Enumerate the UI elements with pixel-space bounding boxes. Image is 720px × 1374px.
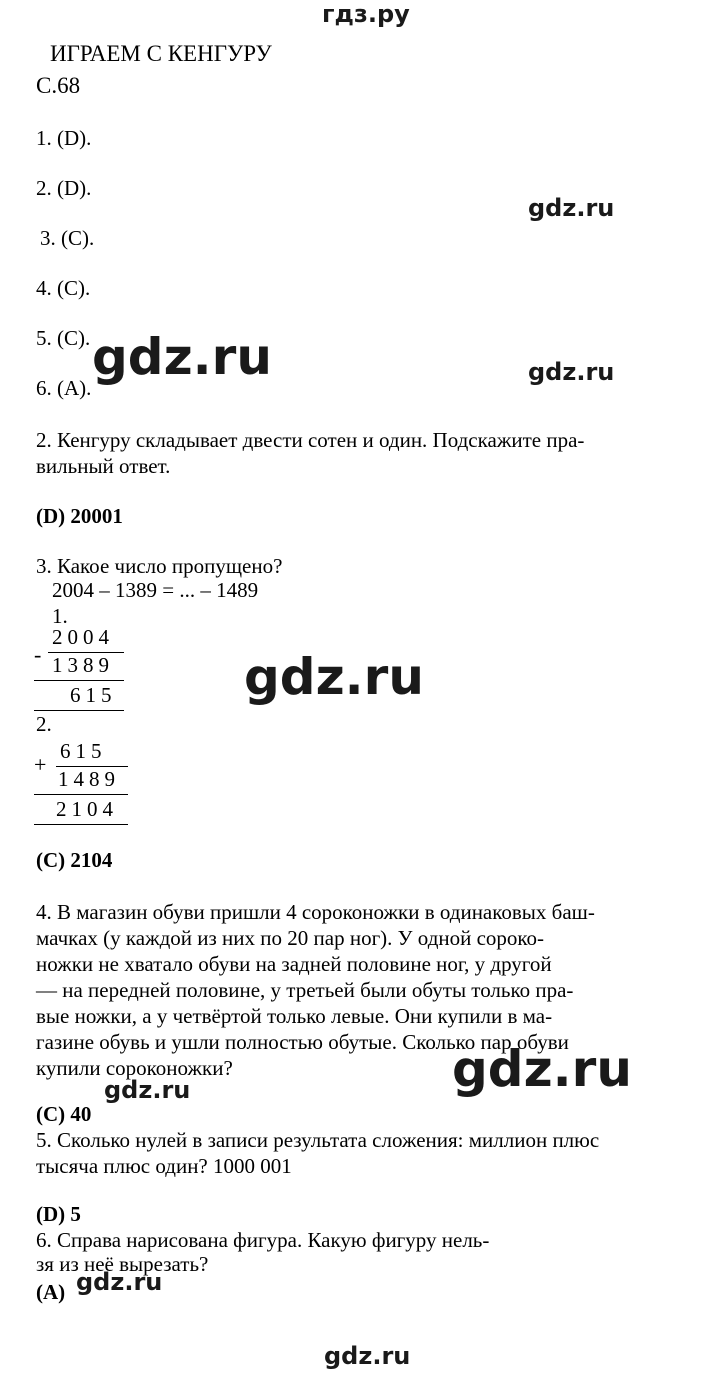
answer-4: 4. (C). bbox=[36, 276, 91, 300]
q4-text-line-6: газине обувь и ушли полностью обутые. Сколько пар обуви bbox=[36, 1030, 569, 1054]
answer-2: 2. (D). bbox=[36, 176, 92, 200]
page-title: ИГРАЕМ С КЕНГУРУ bbox=[50, 41, 272, 66]
divider-line bbox=[34, 680, 124, 681]
q3-question: 3. Какое число пропущено? bbox=[36, 554, 283, 578]
q4-text-line-4: — на передней половине, у третьей были обуты только пра- bbox=[36, 978, 574, 1002]
header-watermark: гдз.ру bbox=[322, 0, 410, 28]
q3-step2-label: 2. bbox=[36, 712, 52, 736]
q4-text-line-2: мачках (у каждой из них по 20 пар ног). У одной сороко- bbox=[36, 926, 545, 950]
watermark: gdz.ru bbox=[92, 328, 272, 386]
q2-answer: (D) 20001 bbox=[36, 504, 123, 528]
q6-answer: (A) bbox=[36, 1280, 66, 1304]
watermark: gdz.ru bbox=[104, 1076, 191, 1104]
q4-text-line-3: ножки не хватало обуви на задней половине ног, у другой bbox=[36, 952, 552, 976]
answer-1: 1. (D). bbox=[36, 126, 92, 150]
answer-5: 5. (C). bbox=[36, 326, 91, 350]
divider-line bbox=[34, 794, 128, 795]
q5-answer: (D) 5 bbox=[36, 1202, 81, 1226]
q4-text-line-7: купили сороконожки? bbox=[36, 1056, 233, 1080]
watermark: gdz.ru bbox=[528, 358, 615, 386]
q3-answer: (C) 2104 bbox=[36, 848, 113, 872]
step2-top-number: 615 bbox=[60, 739, 107, 763]
q3-equation: 2004 – 1389 = ... – 1489 bbox=[52, 578, 259, 602]
watermark: gdz.ru bbox=[452, 1040, 632, 1098]
answer-3: 3. (C). bbox=[40, 226, 95, 250]
subtraction-operator: - bbox=[34, 642, 42, 667]
step1-bottom-number: 1389 bbox=[52, 653, 114, 677]
footer-watermark: gdz.ru bbox=[324, 1342, 411, 1370]
q4-text-line-5: вые ножки, а у четвёртой только левые. Они купили в ма- bbox=[36, 1004, 553, 1028]
q4-text-line-1: 4. В магазин обуви пришли 4 сороконожки в одинаковых баш- bbox=[36, 900, 595, 924]
addition-operator: + bbox=[34, 752, 47, 777]
step2-bottom-number: 1489 bbox=[58, 767, 120, 791]
watermark: gdz.ru bbox=[528, 194, 615, 222]
watermark: gdz.ru bbox=[76, 1268, 163, 1296]
q4-answer: (C) 40 bbox=[36, 1102, 92, 1126]
q2-text-line-2: вильный ответ. bbox=[36, 454, 171, 478]
step1-top-number: 2004 bbox=[52, 625, 114, 649]
page-number: С.68 bbox=[36, 73, 81, 98]
q3-step1-label: 1. bbox=[52, 604, 68, 628]
q2-text-line-1: 2. Кенгуру складывает двести сотен и один. Подскажите пра- bbox=[36, 428, 585, 452]
answer-6: 6. (A). bbox=[36, 376, 92, 400]
q5-text-line-2: тысяча плюс один? 1000 001 bbox=[36, 1154, 292, 1178]
step2-result: 2104 bbox=[56, 797, 118, 821]
divider-line bbox=[34, 824, 128, 825]
q6-text-line-2: зя из неё вырезать? bbox=[36, 1252, 209, 1276]
q6-text-line-1: 6. Справа нарисована фигура. Какую фигуру нель- bbox=[36, 1228, 490, 1252]
q5-text-line-1: 5. Сколько нулей в записи результата сложения: миллион плюс bbox=[36, 1128, 600, 1152]
watermark: gdz.ru bbox=[244, 648, 424, 706]
step1-result: 615 bbox=[70, 683, 117, 707]
